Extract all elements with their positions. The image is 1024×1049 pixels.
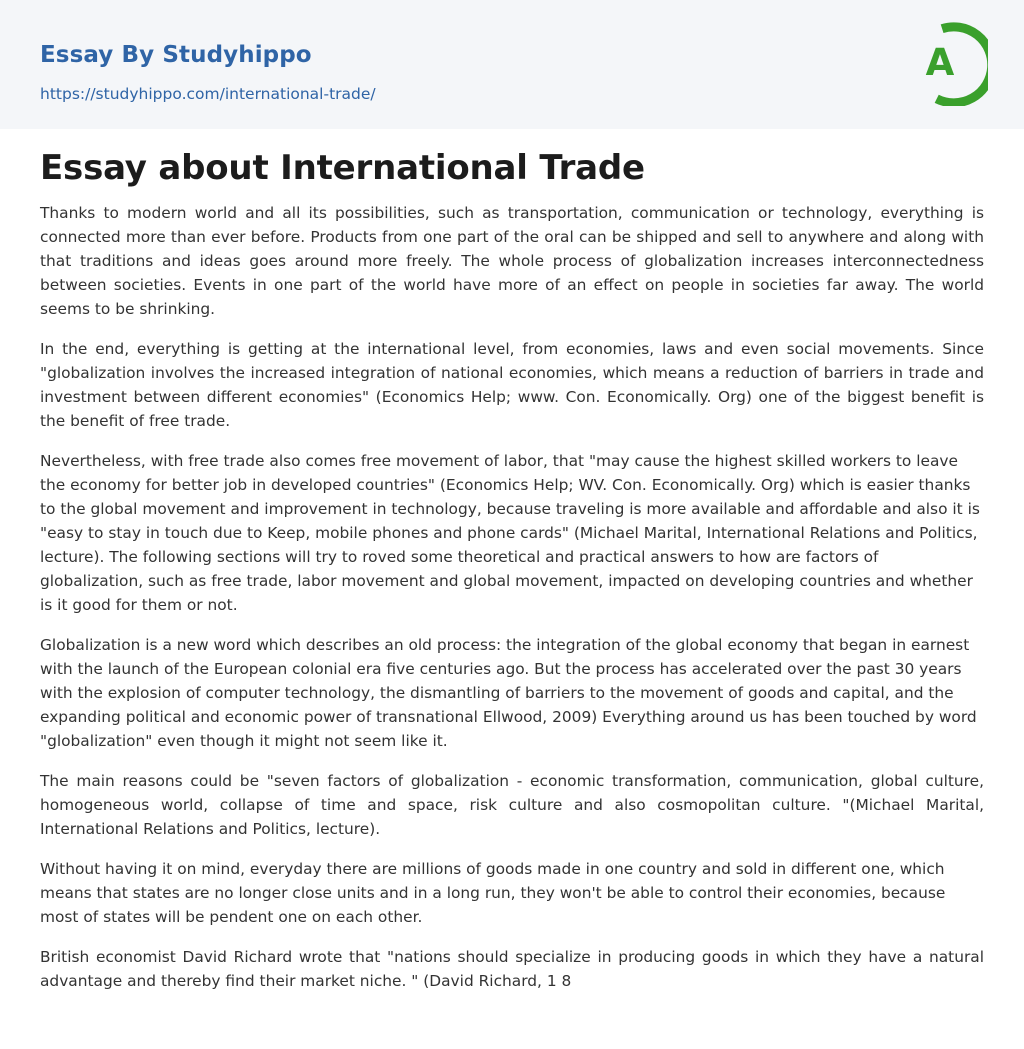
essay-article bbox=[40, 129, 984, 993]
essay-paragraph: The main reasons could be "seven factors of globalization - economic transformation, communication, global culture, homogeneous world, collapse of time and space, risk culture and also cosmopolitan culture. "(Michael Marital, International Relations and Politics, lecture). bbox=[40, 772, 984, 838]
logo-letter: A bbox=[925, 41, 955, 84]
essay-paragraph: Without having it on mind, everyday there are millions of goods made in one country and sold in different one, which means that states are no longer close units and in a long run, they won't be able to control their economies, because most of states will be pendent one on each other. bbox=[40, 860, 946, 926]
essay-paragraph: Nevertheless, with free trade also comes free movement of labor, that "may cause the highest skilled workers to leave the economy for better job in developed countries" (Economics Help; WV. Con. Economically. Org) which is easier thanks to the global movement and improvement in technology, because traveling is more available and affordable and also it is "easy to stay in touch due to Keep, mobile phones and phone cards" (Michael Marital, International Relations and Politics, lecture). The following sections will try to roved some theoretical and practical answers to how are factors of globalization, such as free trade, labor movement and global movement, impacted on developing countries and whether is it good for them or not. bbox=[40, 452, 980, 614]
studyhippo-logo-icon[interactable] bbox=[910, 18, 988, 106]
essay-title: Essay about International Trade bbox=[40, 148, 645, 188]
essay-paragraph: British economist David Richard wrote that "nations should specialize in producing goods in which they have a natural advantage and thereby find their market niche. " (David Richard, 1 8 bbox=[40, 948, 984, 990]
essay-url-link[interactable]: https://studyhippo.com/international-trade/ bbox=[40, 85, 376, 103]
essay-paragraph: In the end, everything is getting at the international level, from economies, laws and even social movements. Since "globalization involves the increased integration of national economies, which means a reduction of barriers in trade and investment between different economies" (Economics Help; www. Con. Economically. Org) one of the biggest benefit is the benefit of free trade. bbox=[40, 340, 984, 430]
essay-paragraph: Thanks to modern world and all its possibilities, such as transportation, communication or technology, everything is connected more than ever before. Products from one part of the oral can be shipped and sell to anywhere and along with that traditions and ideas goes around more freely. The whole process of globalization increases interconnectedness between societies. Events in one part of the world have more of an effect on people in societies far away. The world seems to be shrinking. bbox=[40, 204, 984, 318]
site-brand[interactable]: Essay By Studyhippo bbox=[40, 42, 312, 68]
essay-paragraph: Globalization is a new word which describes an old process: the integration of the global economy that began in earnest with the launch of the European colonial era five centuries ago. But the process has accelerated over the past 30 years with the explosion of computer technology, the dismantling of barriers to the movement of goods and capital, and the expanding political and economic power of transnational Ellwood, 2009) Everything around us has been touched by word "globalization" even though it might not seem like it. bbox=[40, 636, 977, 750]
site-header bbox=[0, 0, 1024, 129]
